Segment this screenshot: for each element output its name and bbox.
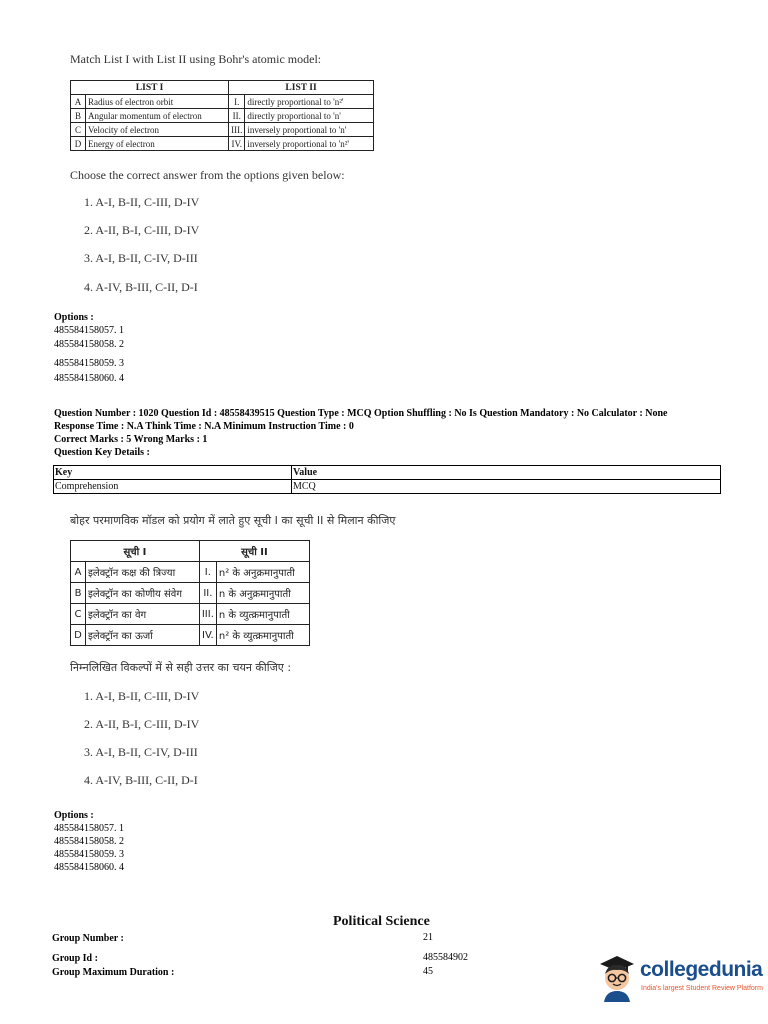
row-numeral: I. bbox=[199, 562, 216, 583]
group-id-label: Group Id : bbox=[52, 953, 98, 964]
choice-4: 4. A-IV, B-III, C-II, D-I bbox=[84, 773, 198, 787]
row-right: directly proportional to 'n' bbox=[245, 109, 374, 123]
row-numeral: IV. bbox=[229, 137, 245, 151]
row-letter: B bbox=[71, 583, 86, 604]
row-numeral: I. bbox=[229, 95, 245, 109]
choice-2: 2. A-II, B-I, C-III, D-IV bbox=[84, 223, 200, 237]
choose-instruction-hindi: निम्नलिखित विकल्पों में से सही उत्तर का चयन कीजिए : bbox=[70, 661, 292, 674]
collegedunia-logo bbox=[596, 952, 763, 1004]
row-left: इलेक्ट्रॉन का ऊर्जा bbox=[86, 625, 200, 646]
row-right: n² के अनुक्रमानुपाती bbox=[216, 562, 309, 583]
row-numeral: III. bbox=[229, 123, 245, 137]
row-right: n के अनुक्रमानुपाती bbox=[216, 583, 309, 604]
option-item: 485584158059. 3 bbox=[54, 849, 124, 860]
table-row bbox=[71, 95, 374, 109]
row-left: इलेक्ट्रॉन का कोणीय संवेग bbox=[86, 583, 200, 604]
match-table bbox=[70, 80, 374, 151]
row-right: n के व्युत्क्रमानुपाती bbox=[216, 604, 309, 625]
table-row bbox=[71, 562, 310, 583]
options-label: Options : bbox=[54, 312, 94, 323]
row-numeral: II. bbox=[199, 583, 216, 604]
row-right: inversely proportional to 'n²' bbox=[245, 137, 374, 151]
row-left: Radius of electron orbit bbox=[86, 95, 229, 109]
key-header: Key bbox=[54, 466, 292, 480]
key-cell: Comprehension bbox=[54, 480, 292, 494]
table-row bbox=[71, 583, 310, 604]
row-letter: D bbox=[71, 137, 86, 151]
row-letter: A bbox=[71, 95, 86, 109]
row-right: inversely proportional to 'n' bbox=[245, 123, 374, 137]
table-row bbox=[71, 109, 374, 123]
value-header: Value bbox=[292, 466, 721, 480]
question-meta-line: Question Number : 1020 Question Id : 48558439515 Question Type : MCQ Option Shuffling : No Is Question Mandatory : No Calculator : None bbox=[54, 408, 668, 419]
option-item: 485584158060. 4 bbox=[54, 862, 124, 873]
table-row bbox=[71, 604, 310, 625]
row-left: Angular momentum of electron bbox=[86, 109, 229, 123]
row-letter: C bbox=[71, 123, 86, 137]
list2-header: सूची II bbox=[199, 541, 309, 562]
row-numeral: IV. bbox=[199, 625, 216, 646]
option-item: 485584158060. 4 bbox=[54, 373, 124, 384]
choose-instruction: Choose the correct answer from the options given below: bbox=[70, 168, 345, 182]
question-prompt: Match List I with List II using Bohr's atomic model: bbox=[70, 52, 322, 66]
choice-4: 4. A-IV, B-III, C-II, D-I bbox=[84, 280, 198, 294]
list1-header: LIST I bbox=[71, 81, 229, 95]
options-label: Options : bbox=[54, 810, 94, 821]
choice-1: 1. A-I, B-II, C-III, D-IV bbox=[84, 689, 200, 703]
question-meta-line: Correct Marks : 5 Wrong Marks : 1 bbox=[54, 434, 208, 445]
row-letter: C bbox=[71, 604, 86, 625]
choice-1: 1. A-I, B-II, C-III, D-IV bbox=[84, 195, 200, 209]
match-table-hindi bbox=[70, 540, 310, 646]
value-cell: MCQ bbox=[292, 480, 721, 494]
question-meta-line: Response Time : N.A Think Time : N.A Minimum Instruction Time : 0 bbox=[54, 421, 354, 432]
list2-header: LIST II bbox=[229, 81, 374, 95]
table-row bbox=[71, 123, 374, 137]
option-item: 485584158057. 1 bbox=[54, 325, 124, 336]
choice-3: 3. A-I, B-II, C-IV, D-III bbox=[84, 251, 198, 265]
group-max-value: 45 bbox=[423, 966, 433, 977]
row-right: n² के व्युत्क्रमानुपाती bbox=[216, 625, 309, 646]
group-number-value: 21 bbox=[423, 932, 433, 943]
group-number-label: Group Number : bbox=[52, 933, 124, 944]
row-numeral: II. bbox=[229, 109, 245, 123]
option-item: 485584158059. 3 bbox=[54, 358, 124, 369]
row-letter: D bbox=[71, 625, 86, 646]
row-left: Energy of electron bbox=[86, 137, 229, 151]
question-prompt-hindi: बोहर परमाणविक मॉडल को प्रयोग में लाते हुए सूची I का सूची II से मिलान कीजिए bbox=[70, 514, 396, 527]
key-details-table bbox=[53, 465, 721, 494]
row-left: इलेक्ट्रॉन का वेग bbox=[86, 604, 200, 625]
choice-2: 2. A-II, B-I, C-III, D-IV bbox=[84, 717, 200, 731]
section-title: Political Science bbox=[333, 914, 430, 929]
question-meta-line: Question Key Details : bbox=[54, 447, 150, 458]
logo-wordmark: collegedunia bbox=[640, 958, 763, 981]
list1-header: सूची I bbox=[71, 541, 200, 562]
mascot-icon bbox=[596, 952, 638, 1004]
option-item: 485584158058. 2 bbox=[54, 836, 124, 847]
table-row bbox=[71, 625, 310, 646]
table-row bbox=[71, 137, 374, 151]
row-left: Velocity of electron bbox=[86, 123, 229, 137]
row-right: directly proportional to 'n²' bbox=[245, 95, 374, 109]
logo-tagline: India's largest Student Review Platform bbox=[641, 985, 763, 992]
group-max-label: Group Maximum Duration : bbox=[52, 967, 175, 978]
option-item: 485584158057. 1 bbox=[54, 823, 124, 834]
option-item: 485584158058. 2 bbox=[54, 339, 124, 350]
row-letter: B bbox=[71, 109, 86, 123]
choice-3: 3. A-I, B-II, C-IV, D-III bbox=[84, 745, 198, 759]
row-left: इलेक्ट्रॉन कक्ष की त्रिज्या bbox=[86, 562, 200, 583]
row-letter: A bbox=[71, 562, 86, 583]
group-id-value: 485584902 bbox=[423, 952, 468, 963]
row-numeral: III. bbox=[199, 604, 216, 625]
